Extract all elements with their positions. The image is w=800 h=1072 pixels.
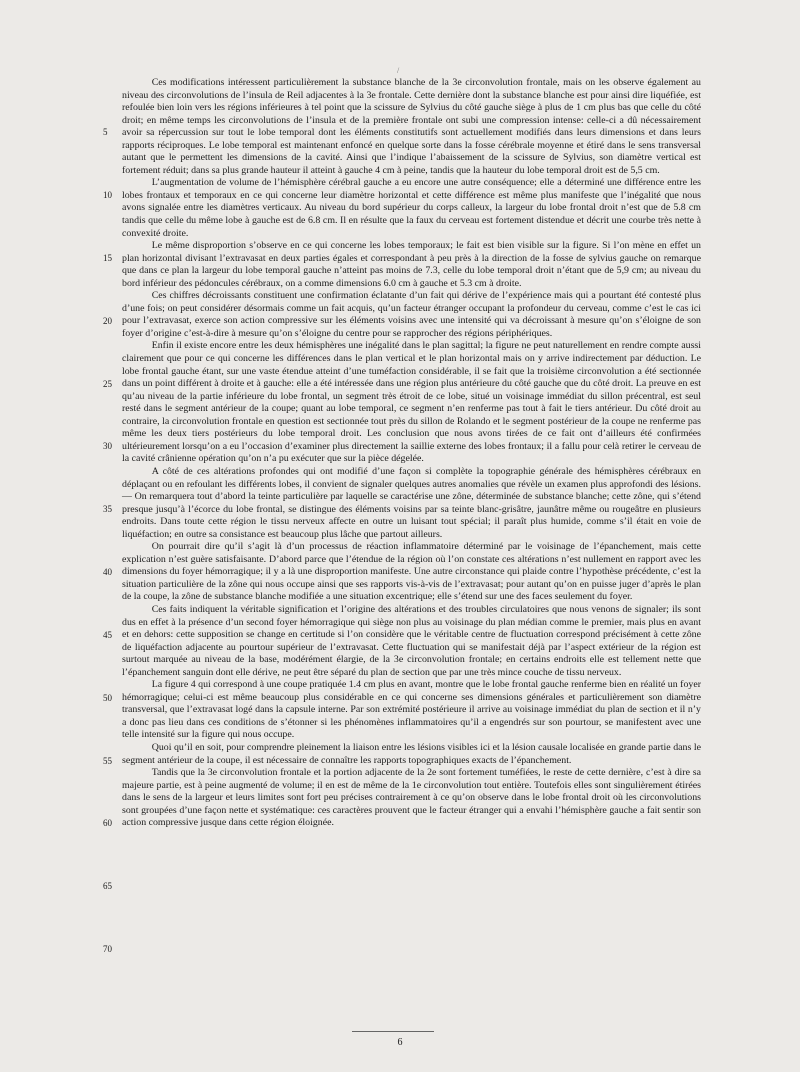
line-number: 60 [103,818,112,828]
paragraph: La figure 4 qui correspond à une coupe pratiquée 1.4 cm plus en avant, montre que le lobe frontal gauche renferme bien en réalité un foyer hémorragique; celui-ci est même beaucoup plus considérable en ce qui concerne ses dimensions générales et particulièrement son diamètre transversal, que l’extravasat logé dans la capsule interne. Par son extrémité postérieure il arrive au voisinage immédiat du plan de section et il n’y a donc pas lieu dans ces conditions de s’étonner si les phénomènes inflammatoires qu’il a engendrés sur son pourtour, se manifestent avec une telle intensité sur la figure qui nous occupe. [122,679,701,741]
line-number: 45 [103,630,112,640]
top-mark: / [397,66,400,75]
line-number: 65 [103,881,112,891]
paragraph: Le même disproportion s’observe en ce qui concerne les lobes temporaux; le fait est bien visible sur la figure. Si l’on mène en effet un plan horizontal divisant l’extravasat en deux parties égales et correspondant à peu près à la direction de la fosse de sylvius gauche on remarque que dans ce plan la largeur du lobe temporal gauche n’atteint pas moins de 7.3, celle du lobe temporal droit n’étant que de 5,9 cm; au niveau du bord inférieur des pédoncules cérébraux, on a comme dimensions 6.0 cm à gauche et 5.3 cm à droite. [122,240,701,289]
line-number: 30 [103,441,112,451]
paragraph: On pourrait dire qu’il s’agit là d’un processus de réaction inflammatoire déterminé par le voisinage de l’épanchement, mais cette explication n’est guère satisfaisante. D’abord parce que l’étendue de la région où l’on constate ces altérations n’est nullement en rapport avec les dimensions du foyer hémorragique; il y a là une disproportion manifeste. Une autre circonstance qui plaide contre l’hypothèse précédente, c’est la situation particulière de la zône qui nous occupe ainsi que ses rapports vis-à-vis de l’extravasat; pour autant qu’on en puisse juger d’après le plan de la coupe, la zône de substance blanche modifiée a une situation excentrique; elle s’étend sur une des faces seulement du foyer. [122,541,701,603]
paragraph: Ces faits indiquent la véritable signification et l’origine des altérations et des troubles circulatoires que nous venons de signaler; ils sont dus en effet à la présence d’un second foyer hémorragique qui siège non plus au voisinage du plan médian comme le premier, mais plus en avant et en dehors: cette supposition se change en certitude si l’on considère que le véritable centre de fluctuation correspond précisément à cette zône de liquéfaction adjacente au pourtour supérieur de l’extravasat. Cette fluctuation qui se manifestait déjà par l’aspect extérieur de la région est surtout marquée au niveau de la base, modérément élargie, de la 3e circonvolution frontale; en certains endroits elle est tellement nette que l’épanchement sanguin dont elle dérive, ne peut être séparé du plan de section que par une très mince couche de tissu nerveux. [122,603,701,678]
line-number: 20 [103,316,112,326]
line-number: 10 [103,190,112,200]
paragraph: Tandis que la 3e circonvolution frontale et la portion adjacente de la 2e sont fortement tuméfiées, le reste de cette dernière, c’est à dire sa majeure partie, est à peine augmenté de volume; il en est de même de la 1e circonvolution tout entière. Toutefois elles sont singulièrement étirées dans le sens de la largeur et leurs limites sont fort peu précises contrairement à ce qu’on observe dans le lobe frontal droit où les circonvolutions sont groupées d’une façon nette et systématique: ces caractères prouvent que le facteur étranger qui a envahi l’hémisphère gauche a fait sentir son action compressive jusque dans cette région éloignée. [122,767,701,829]
page-number: 6 [397,1037,403,1048]
line-number: 55 [103,756,112,766]
body-text [122,77,701,830]
line-number: 40 [103,567,112,577]
line-number: 15 [103,253,112,263]
footer-rule [352,1031,434,1032]
line-number: 25 [103,379,112,389]
paragraph: Enfin il existe encore entre les deux hémisphères une inégalité dans le plan sagittal; la figure ne peut naturellement en rendre compte aussi clairement que pour ce qui concerne les différences dans le plan vertical et le plan horizontal mais on y arrive indirectement par déduction. Le lobe frontal gauche étant, sur une vaste étendue atteint d’une tuméfaction considérable, il se fait que la troisième circonvolution a été sectionnée dans un point différent à droite et à gauche: elle a été intéressée dans une région plus antérieure du côté gauche que du côté droit. La preuve en est qu’au niveau de la partie inférieure du lobe frontal, un segment très étroit de ce lobe, situé un voisinage immédiat du sillon précentral, est seul resté dans le segment antérieur de la coupe; quant au lobe temporal, ce segment n’en renferme pas tout à fait le tiers antérieur. Du côté droit au contraire, la circonvolution frontale en question est sectionnée tout près du sillon de Rolando et le segment postérieur de la coupe ne renferme pas même les deux tiers postérieurs du lobe temporal droit. Les conclusion que nous avons tirées de ce fait ont d’ailleurs été confirmées ultérieurement lorsqu’on a eu l’occasion d’examiner plus directement la saillie externe des lobes frontaux; il a fallu pour celà retirer le cerveau de la cavité crânienne opération qu’on n’a pu exécuter que sur la pièce dégelée. [122,340,701,465]
line-number: 35 [103,504,112,514]
line-number: 70 [103,944,112,954]
paragraph: Ces chiffres décroissants constituent une confirmation éclatante d’un fait qui dérive de l’expérience mais qui a pourtant été contesté plus d’une fois; on peut considérer désormais comme un fait acquis, qu’un facteur étranger occupant la profondeur du cerveau, comme c’est le cas ici pour l’extravasat, exerce son action compressive sur les éléments voisins avec une intensité qui va décroissant à mesure qu’on s’éloigne de son foyer d’origine c’est-à-dire à mesure qu’on s’éloigne du centre pour se rapprocher des régions périphériques. [122,290,701,339]
paragraph: A côté de ces altérations profondes qui ont modifié d’une façon si complète la topographie générale des hémisphères cérébraux en déplaçant ou en refoulant les différents lobes, il convient de signaler quelques autres anomalies que révèle un examen plus approfondi des lésions. — On remarquera tout d’abord la teinte particulière par laquelle se caractérise une zône, déterminée de substance blanche; cette zône, qui s’étend presque jusqu’à l’écorce du lobe frontal, se distingue des éléments voisins par sa teinte blanc-grisâtre, jaunâtre même ou rougeâtre en plusieurs endroits. Dans toute cette région le tissu nerveux affecte en outre un luisant tout spécial; il paraît plus humide, comme s’il était en voie de liquéfaction; en outre sa consistance est beaucoup plus lâche que partout ailleurs. [122,465,701,540]
paragraph: L’augmentation de volume de l’hémisphère cérébral gauche a eu encore une autre conséquence; elle a déterminé une différence entre les lobes frontaux et temporaux en ce qui concerne leur diamètre horizontal et cette différence est même plus manifeste que l’inégalité que nous avons signalée entre les diamètres verticaux. Au niveau du bord supérieur du corps calleux, la largeur du lobe frontal droit n’est que de 5.8 cm tandis que celle du même lobe à gauche est de 6.8 cm. Il en résulte que la faux du cerveau est fortement distendue et décrit une courbe très nette à convexité droite. [122,177,701,239]
paragraph: Ces modifications intéressent particulièrement la substance blanche de la 3e circonvolution frontale, mais on les observe également au niveau des circonvolutions de l’insula de Reil adjacentes à la 3e frontale. Cette dernière dont la substance blanche est pour ainsi dire liquéfiée, est refoulée bien loin vers les régions inférieures à tel point que la scissure de Sylvius du côté gauche siège à plus de 1 cm plus bas que celle du côté droit; en même temps les circonvolutions de l’insula et de la première frontale ont subi une compression intense: celle-ci a dû nécessairement avoir sa répercussion sur tout le lobe temporal dont les éléments constitutifs sont actuellement modifiés dans leurs dimensions et dans leurs rapports réciproques. Le lobe temporal est maintenant enfoncé en quelque sorte dans la fosse cérébrale moyenne et étiré dans le sens transversal autant que le permettent les dimensions de la cavité. Ainsi que l’indique l’abaissement de la scissure de Sylvius, son diamètre vertical est fortement réduit; dans sa plus grande hauteur il atteint à gauche 4 cm à peine, tandis que la hauteur du lobe temporal droit est de 5,5 cm. [122,77,701,176]
line-number: 5 [103,127,108,137]
paragraph: Quoi qu’il en soit, pour comprendre pleinement la liaison entre les lésions visibles ici et la lésion causale localisée en grande partie dans le segment antérieur de la coupe, il est nécessaire de connaître les rapports topographiques exacts de l’épanchement. [122,741,701,766]
line-number: 50 [103,693,112,703]
